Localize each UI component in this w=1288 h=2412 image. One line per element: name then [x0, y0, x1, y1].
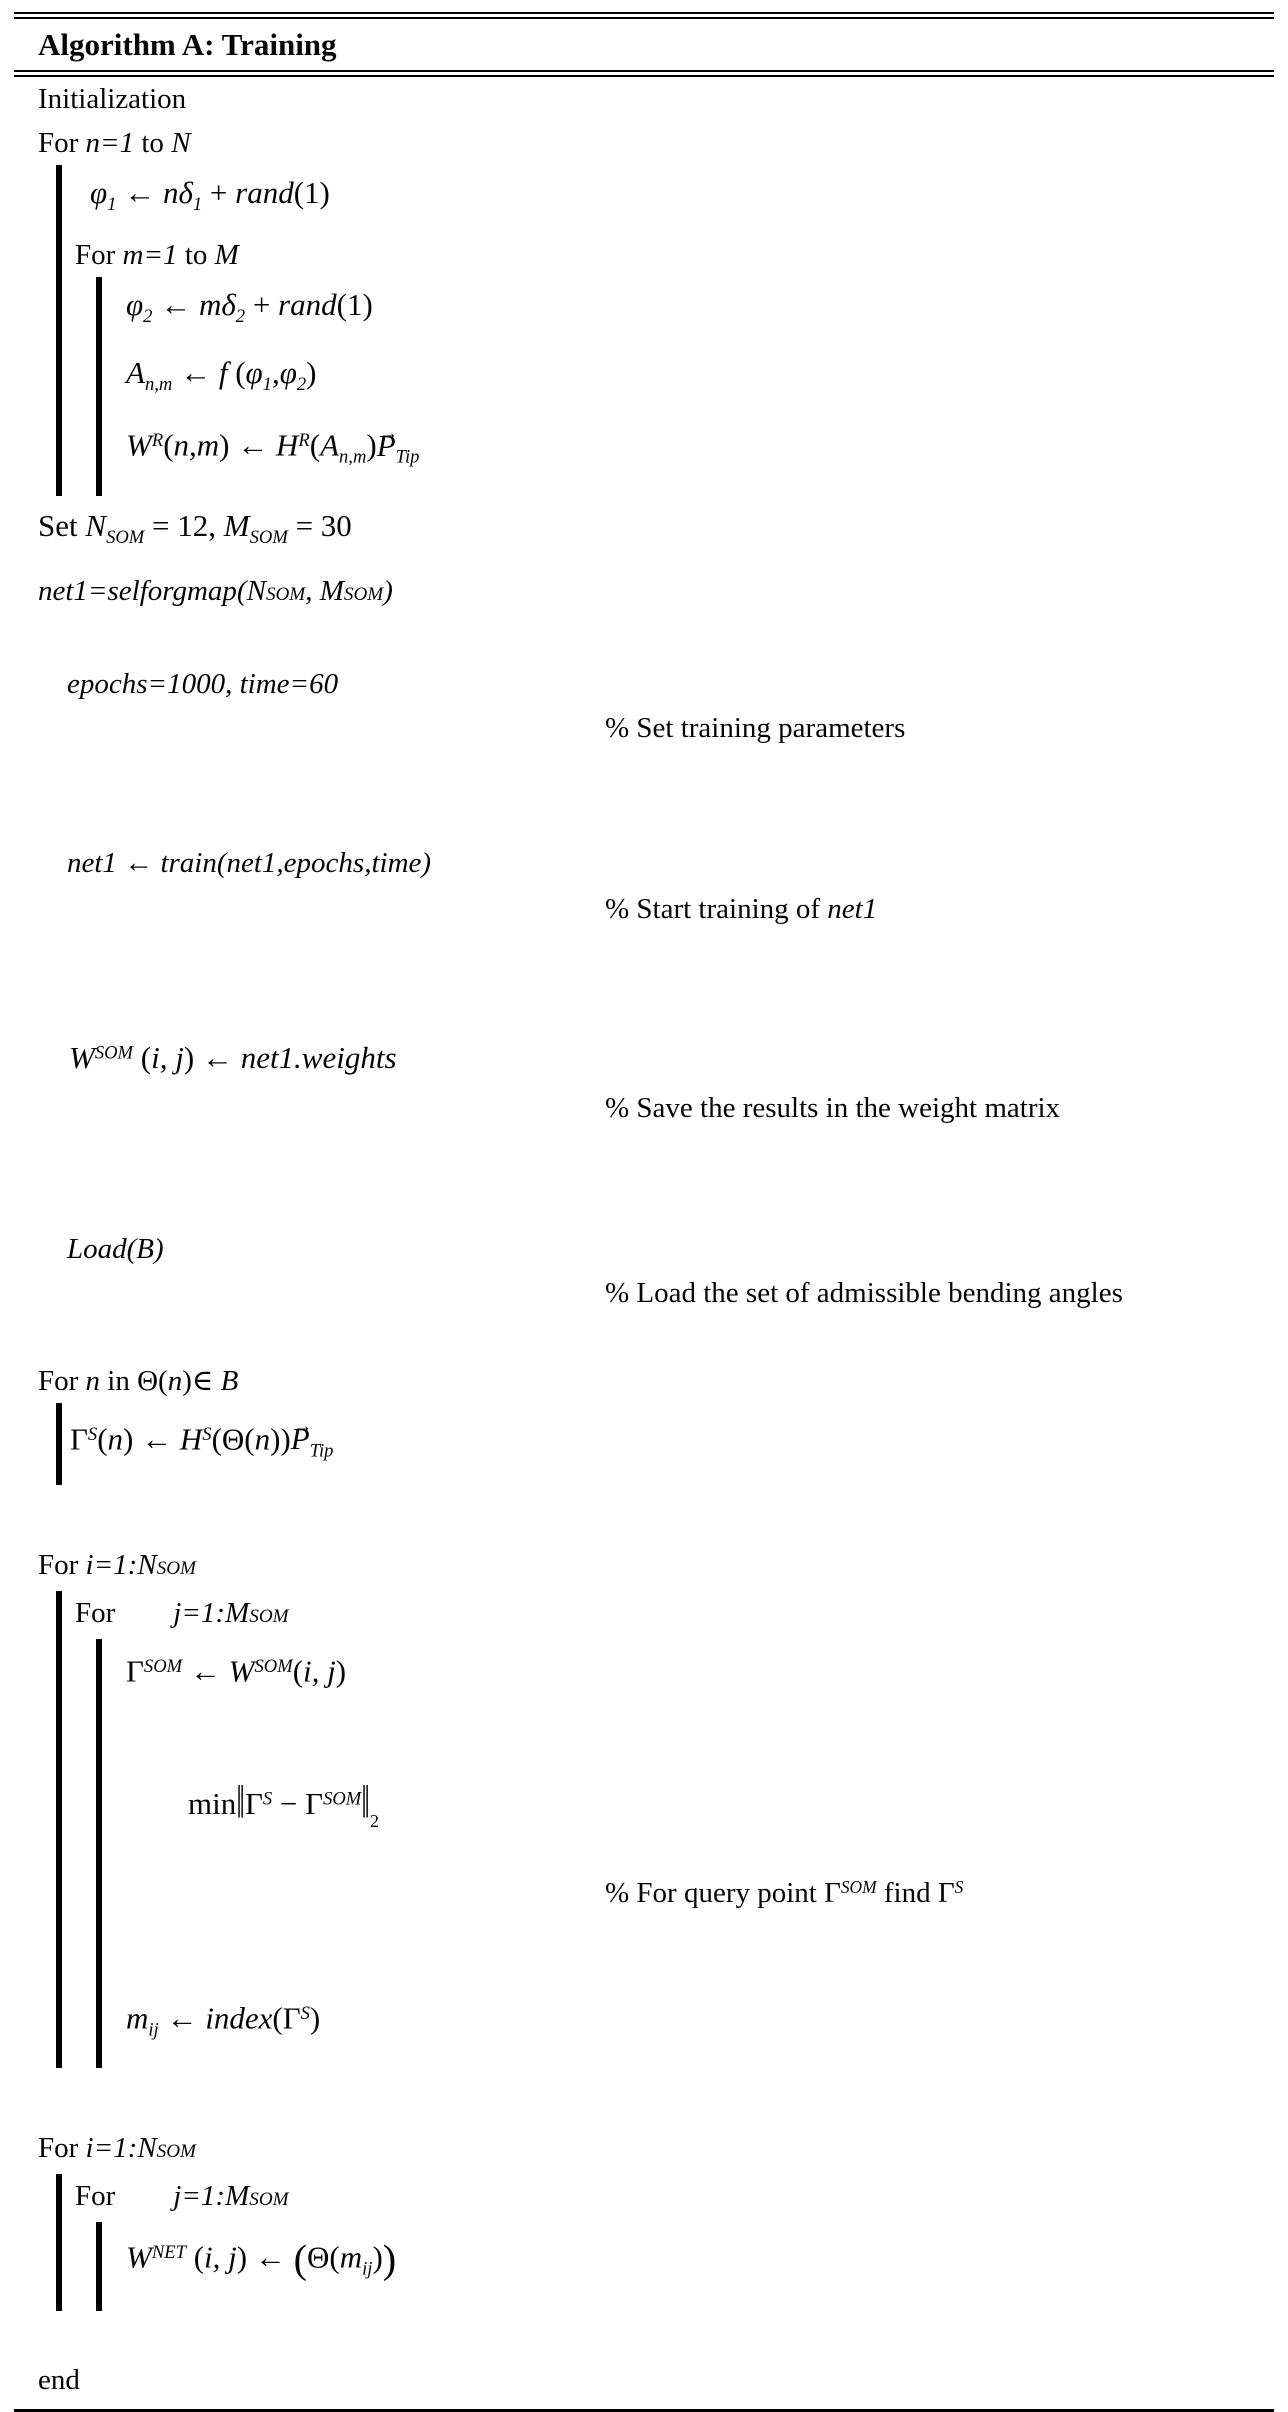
line-end — [38, 2357, 1274, 2403]
line-w-som — [38, 978, 1274, 1183]
math-segment: i, j — [151, 1039, 184, 1075]
math-segment: n — [167, 1364, 183, 1397]
math-segment: ‖ — [361, 1775, 371, 1828]
loop-i2-body — [56, 2174, 1274, 2311]
math-segment: Γ — [305, 1785, 324, 1821]
math-segment: 1 — [262, 374, 272, 396]
math-segment: + — [202, 175, 236, 210]
line-gamma-s — [62, 1407, 1274, 1480]
math-segment: SOM — [254, 1656, 293, 1678]
math-segment: SOM — [840, 1876, 877, 1897]
math-segment: j=1: — [173, 1597, 226, 1630]
math-segment: n,m — [144, 374, 173, 396]
math-segment: ( — [227, 355, 246, 391]
comment-w-som — [605, 1083, 1060, 1133]
math-segment: N — [171, 127, 191, 159]
top-rule — [14, 12, 1274, 19]
math-segment: R — [298, 430, 310, 452]
math-segment: 1 — [192, 194, 203, 216]
math-segment: 2 — [296, 374, 307, 396]
math-segment: SOM — [249, 1606, 289, 1628]
line-for-j-2 — [62, 2174, 1274, 2222]
math-segment: net1=selforgmap( — [38, 574, 247, 607]
math-segment: A — [320, 427, 339, 463]
math-segment: ij — [362, 2259, 373, 2281]
math-segment: in — [100, 1364, 138, 1397]
line-initialization — [38, 77, 1274, 121]
math-segment: ) ← — [183, 1039, 241, 1075]
math-segment: net1.weights — [240, 1039, 397, 1075]
math-segment: )) — [270, 1421, 291, 1457]
math-segment: ← — [116, 175, 163, 210]
math-segment: S — [300, 2002, 310, 2024]
math-segment: ∈ — [191, 1364, 221, 1397]
math-segment: Γ — [937, 1876, 955, 1909]
math-segment: Tip — [309, 1440, 334, 1462]
math-segment: train(net1,epochs,time) — [160, 846, 432, 879]
line-for-m — [62, 233, 1274, 277]
math-segment: NET — [151, 2242, 186, 2264]
math-segment: Γ — [282, 2000, 301, 2036]
math-segment: For — [38, 1364, 86, 1397]
comment-epochs — [605, 706, 905, 750]
math-segment: 2 — [235, 306, 246, 328]
math-segment: Γ — [244, 1785, 263, 1821]
math-segment: S — [202, 1423, 212, 1445]
math-segment: W — [69, 1039, 95, 1075]
title-rule — [14, 70, 1274, 77]
math-segment: = 12, — [144, 507, 224, 543]
math-segment: i, j — [303, 1654, 336, 1690]
line-epochs — [38, 618, 1274, 794]
line-w-r — [102, 413, 1274, 486]
math-segment: → P — [291, 1411, 310, 1467]
math-segment: ) — [306, 355, 317, 391]
train-code — [67, 847, 431, 879]
line-set-som — [38, 496, 1274, 568]
math-segment: i, j — [204, 2240, 237, 2276]
math-segment: ) — [382, 2236, 397, 2282]
math-segment: n,m — [339, 446, 367, 468]
math-segment: % Start training of — [605, 892, 828, 925]
math-segment: n=1 — [85, 127, 135, 159]
load-b-code — [67, 1233, 164, 1265]
math-segment: index — [205, 2000, 273, 2036]
math-segment: M — [225, 1597, 250, 1630]
math-segment: For — [38, 2132, 86, 2165]
math-segment: SOM — [249, 2189, 289, 2211]
math-segment: j=1: — [173, 2180, 226, 2213]
line-gamma-som — [102, 1639, 1274, 1700]
math-segment: N — [137, 1549, 157, 1582]
math-segment: to — [134, 127, 172, 159]
math-segment: ) — [383, 574, 393, 607]
math-segment: rand — [278, 287, 337, 323]
line-phi1 — [62, 165, 1274, 233]
math-segment: Γ — [70, 1421, 88, 1457]
math-segment: ← — [116, 846, 161, 879]
math-segment: S — [954, 1876, 964, 1897]
line-for-i-2 — [38, 2126, 1274, 2174]
math-segment: SOM — [323, 1788, 362, 1810]
math-segment: Θ( — [137, 1364, 168, 1397]
math-segment: Γ — [824, 1876, 841, 1909]
math-segment: Tip — [395, 446, 420, 468]
math-segment: φ — [126, 287, 144, 323]
math-segment: For — [75, 239, 123, 272]
math-segment: ( — [309, 427, 321, 463]
epochs-code — [67, 668, 338, 700]
loop-m-body — [96, 277, 1274, 496]
math-segment: Θ( — [307, 2240, 340, 2276]
math-segment: ij — [148, 2019, 159, 2041]
math-segment: ) ← — [123, 1421, 180, 1457]
math-segment: m — [339, 2240, 363, 2276]
math-segment: − — [272, 1785, 306, 1821]
line-train — [38, 794, 1274, 978]
math-segment: ← — [182, 1654, 229, 1690]
math-segment: M — [319, 574, 344, 607]
math-segment: φ — [245, 355, 263, 391]
math-segment: % Load the set of admissible bending angles — [605, 1276, 1123, 1309]
math-segment: SOM — [249, 526, 288, 548]
math-segment: W — [126, 2240, 152, 2276]
math-segment: ( — [293, 2236, 307, 2282]
math-segment: SOM — [156, 1558, 196, 1580]
math-segment: φ — [90, 175, 108, 210]
math-segment: nδ — [162, 175, 193, 210]
algorithm-title: Algorithm A: Training — [38, 27, 337, 62]
math-segment: % Set training parameters — [605, 711, 906, 744]
math-segment: ← — [152, 287, 199, 323]
math-segment: φ — [279, 355, 297, 391]
math-segment: SOM — [143, 1656, 183, 1678]
math-segment: R — [151, 430, 164, 452]
math-segment: = 30 — [287, 507, 352, 543]
math-segment: M — [225, 2180, 250, 2213]
math-segment: A — [126, 355, 145, 391]
math-segment: 2 — [370, 1810, 379, 1831]
math-segment: For — [38, 1549, 86, 1582]
line-min-norm — [102, 1700, 1274, 1986]
math-segment: ) — [309, 2000, 321, 2036]
math-segment: ← — [158, 2000, 206, 2036]
math-segment: B — [220, 1364, 239, 1397]
math-segment — [115, 1591, 173, 1635]
math-segment: ) — [372, 2240, 383, 2276]
min-norm-code — [188, 1775, 379, 1831]
math-segment: ‖ — [236, 1775, 245, 1828]
math-segment: to — [177, 239, 215, 272]
math-segment: M — [223, 507, 250, 543]
comment-load-b — [605, 1271, 1123, 1315]
math-segment: net1 — [67, 846, 117, 879]
math-segment: (1) — [293, 175, 330, 210]
math-segment: min — [188, 1785, 237, 1821]
loop-j1-body — [96, 1639, 1274, 2068]
math-segment — [115, 2174, 173, 2218]
math-segment: S — [262, 1788, 273, 1810]
math-segment: ( — [272, 2000, 283, 2036]
math-segment: ) — [335, 1654, 347, 1690]
math-segment: , — [305, 574, 320, 607]
math-segment: i=1: — [85, 2132, 138, 2165]
math-segment: (Θ( — [211, 1421, 255, 1457]
math-segment: % For query point — [605, 1876, 825, 1909]
math-segment: For — [38, 127, 86, 159]
loop-i1-body — [56, 1591, 1274, 2068]
math-segment: → P — [377, 418, 396, 474]
math-segment: H — [275, 427, 299, 463]
math-segment: W — [228, 1654, 255, 1690]
line-net1-selforgmap — [38, 568, 1274, 618]
math-segment: Set — [38, 507, 86, 543]
comment-min-norm — [605, 1854, 963, 1926]
math-segment: 1 — [107, 194, 117, 216]
math-segment: Load(B) — [67, 1232, 164, 1265]
math-segment: 2 — [143, 306, 153, 328]
math-segment: SOM — [265, 583, 306, 605]
math-segment: n — [107, 1421, 124, 1457]
math-segment: rand — [235, 175, 294, 210]
math-segment: ) ← — [236, 2240, 294, 2276]
math-segment: + — [245, 287, 279, 323]
math-segment: f — [218, 355, 228, 391]
math-segment: Initialization — [38, 83, 187, 115]
math-segment: Γ — [126, 1654, 144, 1690]
math-segment: m=1 — [122, 239, 178, 272]
math-segment: ( — [163, 427, 174, 463]
line-a-nm — [102, 345, 1274, 413]
line-for-i-1 — [38, 1543, 1274, 1591]
loop-theta-body — [56, 1403, 1274, 1486]
math-segment: % Save the results in the weight matrix — [605, 1091, 1061, 1124]
math-segment: S — [87, 1423, 98, 1445]
line-m-ij — [102, 1986, 1274, 2059]
math-segment: n — [85, 1364, 101, 1397]
math-segment: i=1: — [85, 1549, 138, 1582]
line-phi2 — [102, 277, 1274, 345]
line-for-j-1 — [62, 1591, 1274, 1639]
math-segment: ) ← — [219, 427, 276, 463]
math-segment: net1 — [827, 892, 878, 925]
line-load-b — [38, 1183, 1274, 1359]
math-segment: SOM — [343, 583, 384, 605]
loop-j2-body — [96, 2222, 1274, 2311]
math-segment: N — [137, 2132, 157, 2165]
math-segment: m — [126, 2000, 149, 2036]
math-segment: For — [75, 2180, 116, 2213]
math-segment: n — [254, 1421, 271, 1457]
math-segment: W — [126, 427, 152, 463]
math-segment: ( — [185, 2240, 205, 2276]
math-segment: mδ — [198, 287, 236, 323]
line-w-net — [102, 2222, 1274, 2301]
math-segment: n,m — [173, 427, 220, 463]
math-segment: SOM — [106, 526, 145, 548]
math-segment: (1) — [336, 287, 373, 323]
math-segment: ) — [182, 1364, 192, 1397]
math-segment: ( — [292, 1654, 304, 1690]
math-segment: SOM — [156, 2141, 196, 2163]
math-segment: ← — [172, 355, 219, 391]
w-som-code — [69, 1040, 397, 1075]
math-segment: end — [38, 2364, 80, 2397]
math-segment: For — [75, 1597, 116, 1630]
math-segment: H — [179, 1421, 203, 1457]
math-segment: ) — [366, 427, 377, 463]
loop-n-body — [56, 165, 1274, 496]
math-segment: , — [271, 355, 280, 391]
math-segment: ( — [97, 1421, 108, 1457]
math-segment: epochs=1000, time=60 — [67, 667, 339, 700]
math-segment: find — [876, 1876, 938, 1909]
math-segment: ( — [133, 1039, 152, 1075]
math-segment: SOM — [94, 1041, 134, 1063]
line-for-theta — [38, 1359, 1274, 1403]
math-segment: N — [246, 574, 266, 607]
line-for-n — [38, 121, 1274, 165]
comment-train — [605, 886, 877, 932]
math-segment: N — [85, 507, 107, 543]
math-segment: M — [214, 239, 239, 272]
